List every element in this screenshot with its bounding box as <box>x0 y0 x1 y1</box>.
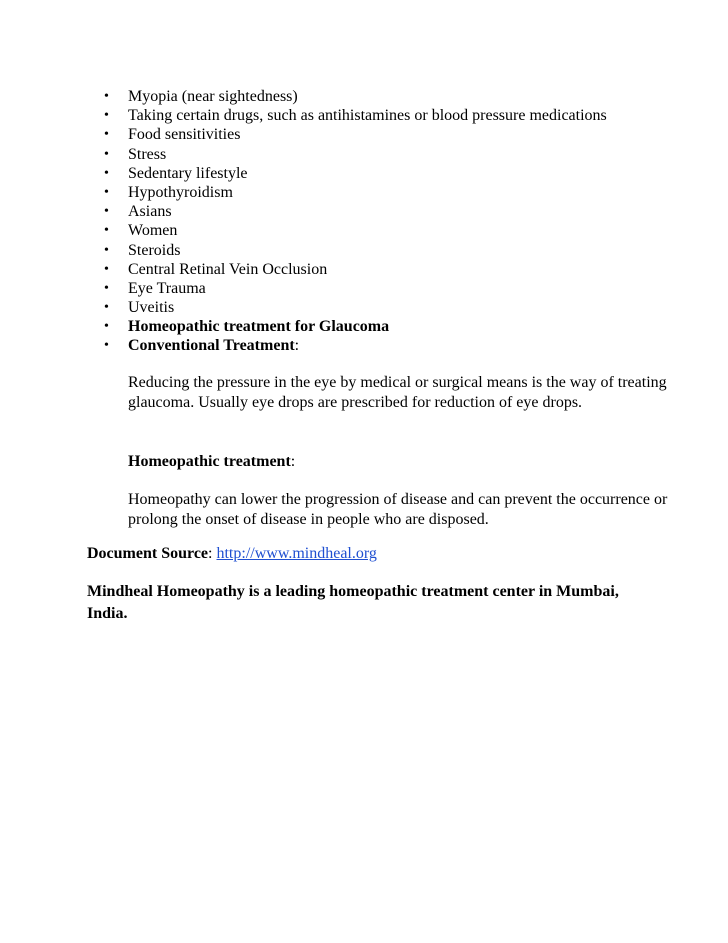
list-item <box>0 221 728 240</box>
list-item-text <box>128 125 240 144</box>
list-item-text <box>128 164 248 183</box>
bullet-icon: • <box>104 204 109 220</box>
list-item <box>0 298 728 317</box>
list-item-text <box>128 183 233 202</box>
list-item-text <box>128 279 206 298</box>
list-item-text <box>128 336 299 355</box>
bullet-icon: • <box>104 184 109 200</box>
list-item <box>0 145 728 164</box>
list-item-label: Conventional Treatment <box>128 337 295 355</box>
list-item-label: Hypothyroidism <box>128 183 233 201</box>
list-item-text <box>128 241 180 260</box>
list-item <box>0 336 728 355</box>
bullet-icon: • <box>104 319 109 335</box>
company-description: Mindheal Homeopathy is a leading homeopathic treatment center in Mumbai, India. <box>87 583 619 622</box>
list-item-label: Eye Trauma <box>128 279 206 297</box>
homeopathic-treatment-text: Homeopathy can lower the progression of disease and can prevent the occurrence or prolong the onset of disease in people who are disposed. <box>128 491 668 528</box>
bullet-icon: • <box>104 242 109 258</box>
list-item <box>0 87 728 106</box>
bullet-icon: • <box>104 127 109 143</box>
risk-factor-list <box>0 87 728 356</box>
document-source-line <box>87 544 377 564</box>
list-item-label: Homeopathic treatment for Glaucoma <box>128 318 390 336</box>
document-source-label: Document Source <box>87 545 209 562</box>
list-item <box>0 260 728 279</box>
conventional-treatment-text: Reducing the pressure in the eye by medical or surgical means is the way of treating glaucoma. Usually eye drops are prescribed for reduction of eye drops. <box>128 374 667 411</box>
list-item-label: Uveitis <box>128 299 175 317</box>
list-item-text <box>128 317 389 336</box>
bullet-icon: • <box>104 280 109 296</box>
bullet-icon: • <box>104 300 109 316</box>
bullet-icon: • <box>104 223 109 239</box>
list-item-text <box>128 145 166 164</box>
document-source-link[interactable]: http://www.mindheal.org <box>216 545 377 562</box>
list-item-label: Stress <box>128 145 167 163</box>
bullet-icon: • <box>104 108 109 124</box>
list-item <box>0 317 728 336</box>
list-item-label: Sedentary lifestyle <box>128 164 248 182</box>
list-item-text <box>128 298 174 317</box>
list-item-label: Women <box>128 222 178 240</box>
list-item-label: Central Retinal Vein Occlusion <box>128 260 328 278</box>
bullet-icon: • <box>104 338 109 354</box>
list-item <box>0 125 728 144</box>
list-item <box>0 241 728 260</box>
homeopathic-heading-label: Homeopathic treatment <box>128 453 291 470</box>
list-item <box>0 164 728 183</box>
list-item-label: Asians <box>128 203 172 221</box>
bullet-icon: • <box>104 146 109 162</box>
homeopathic-treatment-heading <box>128 452 668 472</box>
list-item-suffix: : <box>294 337 300 355</box>
list-item-label: Myopia (near sightedness) <box>128 88 298 105</box>
bullet-icon: • <box>104 89 109 104</box>
list-item <box>0 106 728 125</box>
list-item-text <box>128 106 607 125</box>
list-item-text <box>128 260 327 279</box>
bullet-icon: • <box>104 165 109 181</box>
list-item-label: Taking certain drugs, such as antihistamines or blood pressure medications <box>128 107 607 125</box>
list-item <box>0 183 728 202</box>
list-item-text <box>128 87 298 106</box>
list-item-text <box>128 202 172 221</box>
list-item <box>0 279 728 298</box>
list-item-label: Food sensitivities <box>128 126 241 144</box>
document-source-separator: : <box>208 545 217 562</box>
homeopathic-heading-colon: : <box>290 453 296 470</box>
bullet-icon: • <box>104 261 109 277</box>
list-item-text <box>128 221 177 240</box>
list-item-label: Steroids <box>128 241 181 259</box>
list-item <box>0 202 728 221</box>
